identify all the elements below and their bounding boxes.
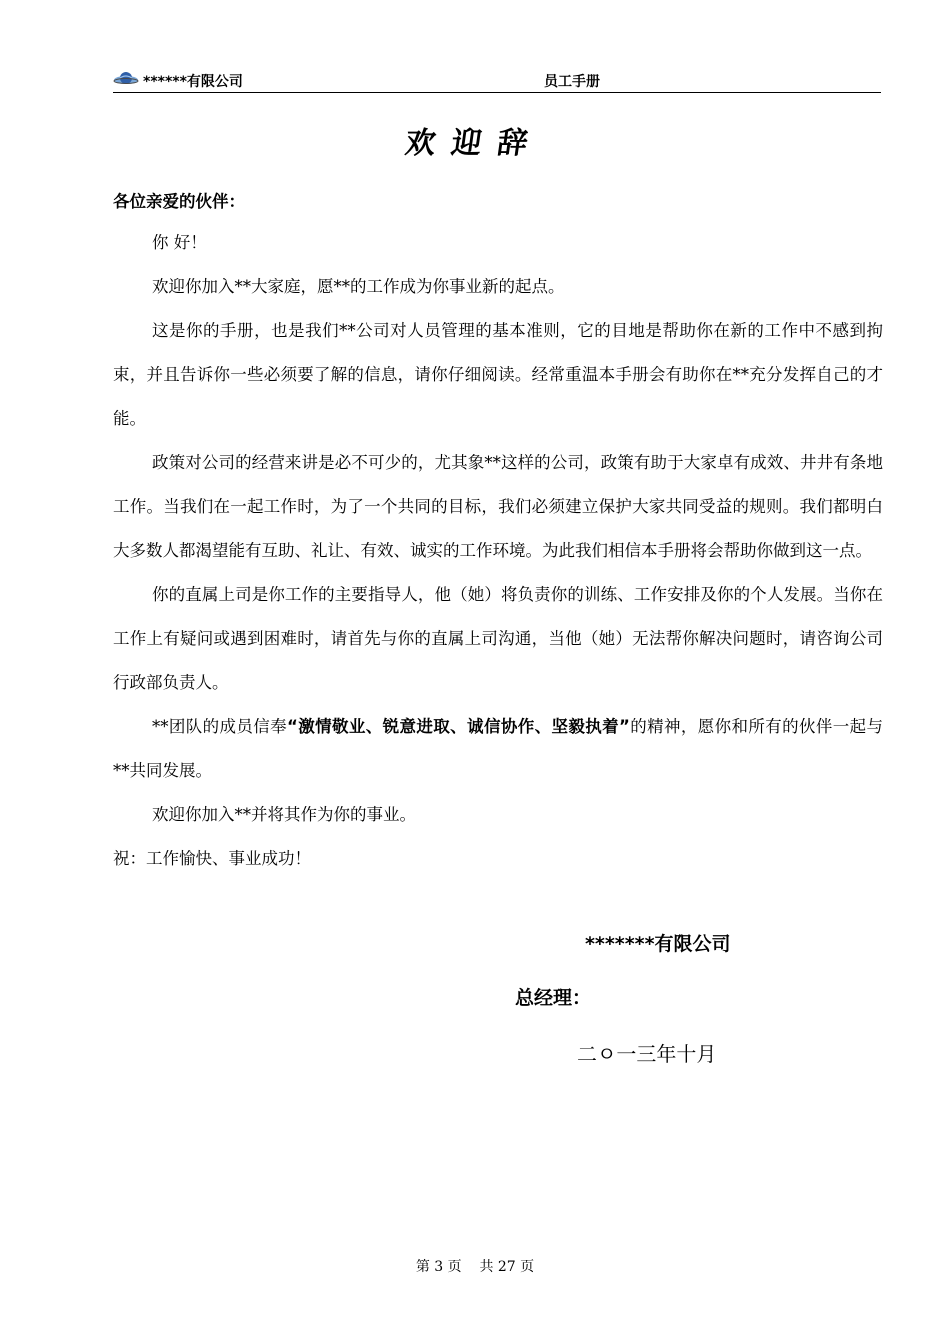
paragraph-welcome-career: 欢迎你加入**并将其作为你的事业。 (152, 805, 416, 824)
page-title: 欢迎辞 (403, 126, 546, 161)
letter-body (113, 221, 883, 881)
salutation: 各位亲爱的伙伴： (113, 192, 245, 211)
team-spirit-prefix: **团队的成员信奉 (152, 717, 288, 736)
header-document-title: 员工手册 (544, 74, 600, 90)
header-company-name: ******有限公司 (143, 74, 243, 90)
signature-general-manager: 总经理： (515, 987, 592, 1009)
paragraph-team-spirit (113, 705, 883, 793)
signature-company: *******有限公司 (585, 933, 731, 955)
paragraph-welcome: 欢迎你加入**大家庭，愿**的工作成为你事业新的起点。 (152, 277, 565, 296)
team-spirit-suffix: 的精神，愿你和所有的伙伴一起与**共同发展。 (113, 717, 884, 780)
closing-wish: 祝：工作愉快、事业成功！ (113, 849, 311, 868)
paragraph-supervisor: 你的直属上司是你工作的主要指导人，他（她）将负责你的训练、工作安排及你的个人发展。当你在工作上有疑问或遇到困难时，请首先与你的直属上司沟通，当他（她）无法帮你解决问题时，请咨询公司行政部负责人。 (113, 585, 883, 692)
paragraph-handbook: 这是你的手册，也是我们**公司对人员管理的基本准则，它的目地是帮助你在新的工作中不感到拘束，并且告诉你一些必须要了解的信息，请你仔细阅读。经常重温本手册会有助你在**充分发挥自己的才能。 (113, 321, 883, 428)
signature-date: 二ㅇ一三年十月 (577, 1042, 717, 1066)
greeting: 你 好！ (152, 233, 207, 252)
paragraph-policy: 政策对公司的经营来讲是必不可少的，尤其象**这样的公司，政策有助于大家卓有成效、井井有条地工作。当我们在一起工作时，为了一个共同的目标，我们必须建立保护大家共同受益的规则。我们都明白大多数人都渴望能有互助、礼让、有效、诚实的工作环境。为此我们相信本手册将会帮助你做到这一点。 (113, 453, 883, 560)
page-total: 共 27 页 (479, 1259, 535, 1275)
globe-logo-icon (113, 71, 139, 87)
page-footer (0, 1256, 950, 1276)
team-motto: “激情敬业、锐意进取、诚信协作、坚毅执着” (287, 717, 630, 736)
page-header (113, 68, 881, 93)
page-number: 第 3 页 (415, 1259, 462, 1275)
